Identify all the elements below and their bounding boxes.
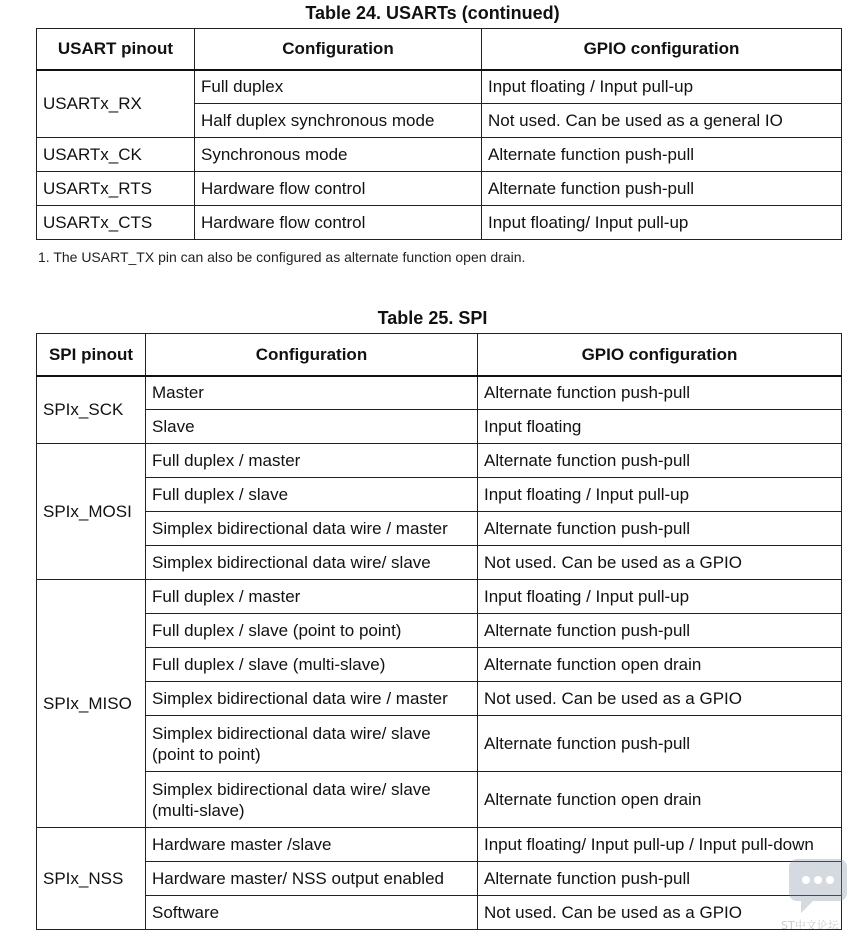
configuration-cell: Slave [146,410,478,444]
gpio-cell: Input floating [478,410,842,444]
configuration-cell: Full duplex / master [146,580,478,614]
pinout-cell: USARTx_RX [37,70,195,138]
table-row [37,376,842,410]
configuration-cell: Hardware master/ NSS output enabled [146,862,478,896]
configuration-cell: Synchronous mode [195,138,482,172]
gpio-cell: Input floating/ Input pull-up / Input pull-down [478,828,842,862]
usart-footnote: 1. The USART_TX pin can also be configured as alternate function open drain. [38,249,526,265]
table-row [37,512,842,546]
pinout-cell: USARTx_RTS [37,172,195,206]
gpio-cell: Alternate function push-pull [478,376,842,410]
column-header-configuration: Configuration [146,334,478,376]
configuration-text-suffix: (point to point) [152,744,261,764]
table-row [37,138,842,172]
gpio-cell: Not used. Can be used as a GPIO [478,682,842,716]
table-row [37,410,842,444]
table-row [37,546,842,580]
configuration-cell: Full duplex [195,70,482,104]
configuration-cell: Hardware flow control [195,206,482,240]
gpio-cell: Alternate function open drain [478,772,842,828]
gpio-cell: Alternate function push-pull [478,444,842,478]
configuration-text: Simplex bidirectional data wire/ slave [152,723,431,743]
gpio-cell: Input floating/ Input pull-up [482,206,842,240]
column-header-spi-pinout: SPI pinout [37,334,146,376]
configuration-cell [146,716,478,772]
gpio-cell: Alternate function push-pull [478,716,842,772]
pinout-cell: SPIx_MOSI [37,444,146,580]
configuration-cell: Full duplex / slave [146,478,478,512]
gpio-cell: Alternate function push-pull [482,172,842,206]
configuration-cell: Half duplex synchronous mode [195,104,482,138]
table-row [37,444,842,478]
configuration-cell: Simplex bidirectional data wire / master [146,682,478,716]
configuration-cell: Simplex bidirectional data wire / master [146,512,478,546]
gpio-cell: Input floating / Input pull-up [478,478,842,512]
configuration-cell: Full duplex / slave (multi-slave) [146,648,478,682]
column-header-gpio-configuration: GPIO configuration [478,334,842,376]
pinout-cell: USARTx_CTS [37,206,195,240]
usart-table [36,28,842,240]
table-row [37,772,842,828]
configuration-cell: Software [146,896,478,930]
table-row [37,478,842,512]
gpio-cell: Alternate function push-pull [482,138,842,172]
configuration-cell: Full duplex / master [146,444,478,478]
table-row [37,70,842,104]
configuration-cell: Simplex bidirectional data wire/ slave [146,546,478,580]
table-row [37,206,842,240]
configuration-cell: Full duplex / slave (point to point) [146,614,478,648]
pinout-cell: USARTx_CK [37,138,195,172]
configuration-cell: Hardware master /slave [146,828,478,862]
table-row [37,648,842,682]
gpio-cell: Not used. Can be used as a GPIO [478,546,842,580]
gpio-cell: Alternate function push-pull [478,614,842,648]
gpio-cell: Alternate function push-pull [478,512,842,546]
configuration-text: Simplex bidirectional data wire/ slave [152,779,431,799]
gpio-cell: Not used. Can be used as a general IO [482,104,842,138]
spi-table-caption: Table 25. SPI [377,308,488,328]
column-header-configuration: Configuration [195,29,482,70]
configuration-cell [146,772,478,828]
table-row [37,614,842,648]
spi-table [36,333,842,930]
chat-bubble-icon [789,859,847,913]
configuration-text-suffix: (multi-slave) [152,800,245,820]
table-row [37,716,842,772]
gpio-cell: Input floating / Input pull-up [482,70,842,104]
pinout-cell: SPIx_SCK [37,376,146,444]
table-row [37,682,842,716]
column-header-gpio-configuration: GPIO configuration [482,29,842,70]
gpio-cell: Alternate function open drain [478,648,842,682]
usart-table-caption: Table 24. USARTs (continued) [305,3,560,23]
pinout-cell: SPIx_NSS [37,828,146,930]
watermark-text: ST中文论坛 [781,919,839,932]
gpio-cell: Not used. Can be used as a GPIO [478,896,842,930]
gpio-cell: Alternate function push-pull [478,862,842,896]
configuration-cell: Master [146,376,478,410]
configuration-cell: Hardware flow control [195,172,482,206]
column-header-usart-pinout: USART pinout [37,29,195,70]
watermark [697,855,857,935]
gpio-cell: Input floating / Input pull-up [478,580,842,614]
table-row [37,580,842,614]
pinout-cell: SPIx_MISO [37,580,146,828]
table-row [37,172,842,206]
